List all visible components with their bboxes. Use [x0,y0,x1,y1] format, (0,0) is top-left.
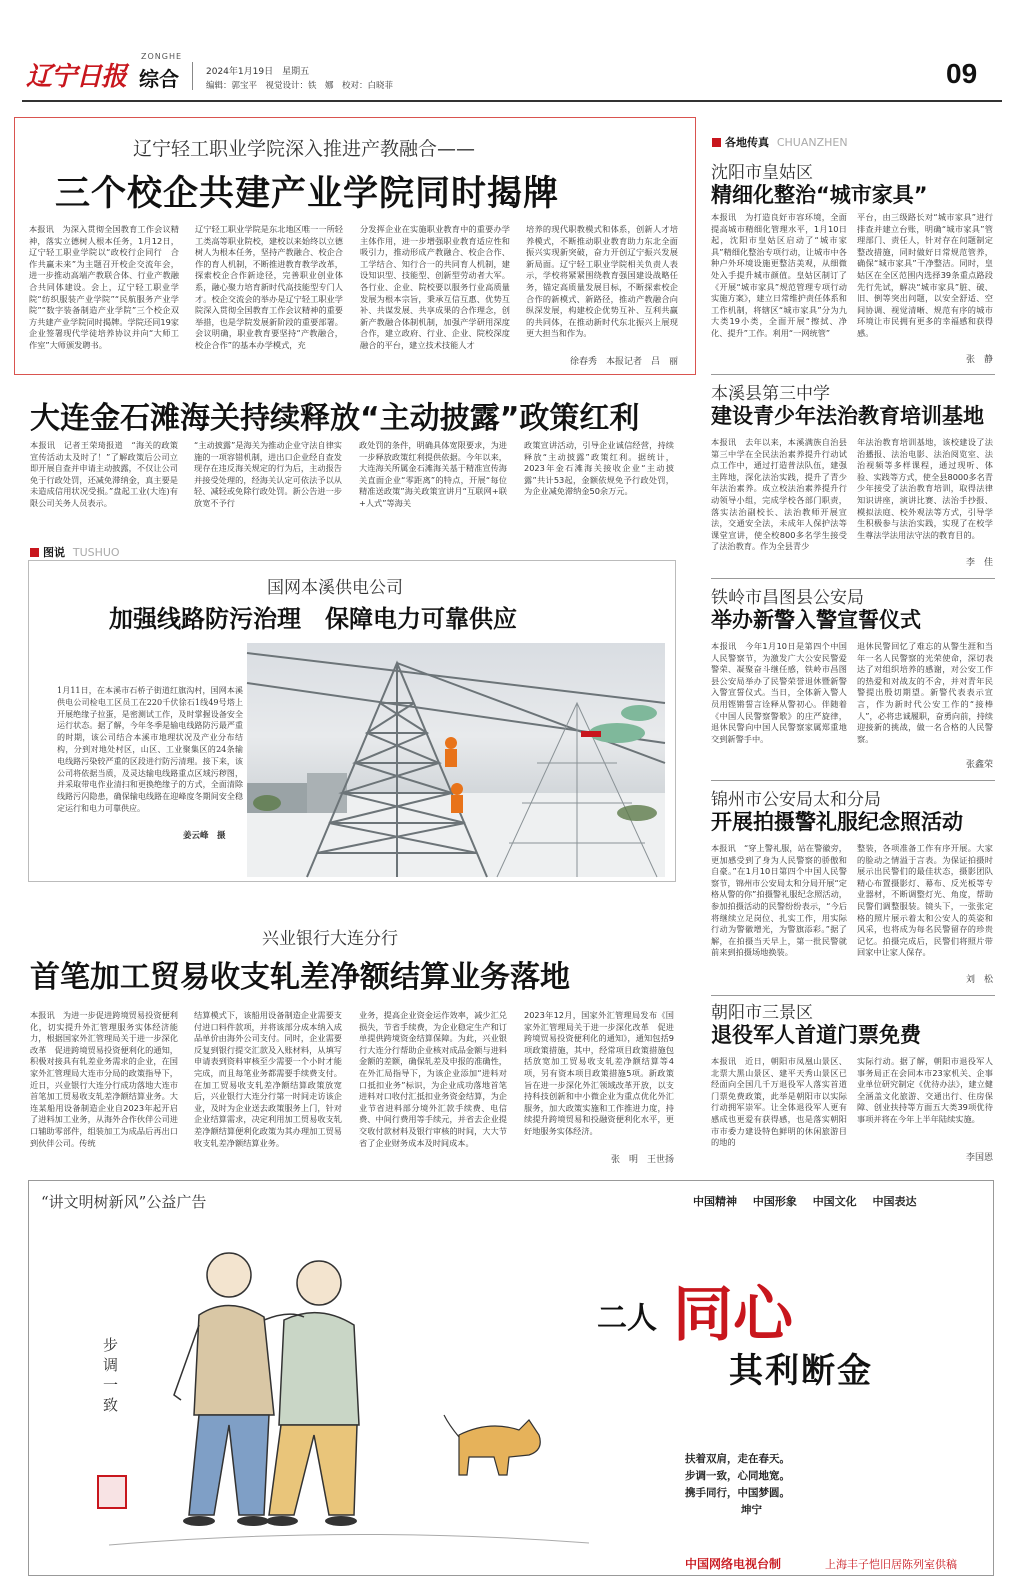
ad-big-text: 同心 [673,1280,793,1350]
bank-col-2: 结算模式下，该船用设备制造企业需要支付进口料件款项，并将该部分成本纳入成品单价由海外公司支付。同时，企业需要反复到银行提交汇款及入账材料，从填写申请表到资料审核至少需要一个小时才能完成，而且每笔业务都需要手续费支付。在加工贸易收支轧差净额结算政策放宽后，兴业银行大连分行第一时间走访该企业，及时为企业送去政策服务上门，针对企业结算需求，决定利用加工贸易收支轧差净额结算便利化政策为其办理加工贸易收支轧差净额结算业务。 [194,1010,342,1148]
slogan-spirit: 中国精神 [693,1195,737,1208]
sidebar-tag [712,134,848,150]
customs-col-3: 政处罚的条件，明确具体宽限要求，为进一步释放政策红利提供依据。今年以来，大连海关所属金石滩海关基于精准宣传海关直面企业“零距离”的特点，开展“每位精准送政策”海关政策宣讲月“互联网+联+人式”等海关 [359,440,507,508]
photo-news-tag [30,544,120,560]
poem-line-3: 携手同行，中国梦圆。 [685,1487,790,1499]
section-name: 综合 [139,67,179,91]
sidebar-story-5-title: 退役军人首道门票免费 [711,1023,921,1047]
lead-story-box [14,117,696,375]
lead-col-2: 辽宁轻工职业学院是东北地区唯一一所轻工类高等职业院校，建校以来始终以立德树人为根本任务，坚持产教融合、校企合作的育人机制，不断推进教育教学改革，探索校企合作新途径，完善职业创业体系，融心聚力培育新时代高技能型专门人才。校企交流会的举办是辽宁轻工职业学院深入贯彻全国教育工作会议精神的重要举措，也是学院发展新阶段的重要部署。会议明确，职业教育要坚持“产教融合，校企合作”的基本办学模式，充 [195,224,343,350]
sidebar-tag-pinyin: CHUANZHEN [776,136,848,149]
lead-headline: 三个校企共建产业学院同时揭牌 [55,174,560,214]
ad-slogans [693,1193,917,1209]
sidebar-divider [711,780,995,781]
ad-sponsor-1: 中国网络电视台制 [685,1557,782,1571]
photo-caption: 1月11日，在本溪市石桥子街道红旗沟村，国网本溪供电公司检电工区员工在220千伏徐石1线49号塔上开展绝缘子拉蛋，是密测试工作，及时掌握设备安全运行状态。据了解，今年冬季是输电线路防污最严重的时期，该公司结合本溪市地理状况及产业分布结构，分到对地处村区，山区、工业聚集区的24条输电线路污染较严重的区段进行防污清理。接下来，该公司将依据当质，及灵达输电线路重点区域污秽图，并采取带电作业清扫和更换绝缘子的方式，全面清除线路污闪隐患，确保输电线路在迎峰度冬期间安全稳定运行和电力可靠供应。 [57,686,243,813]
photo-news-tag-label: 图说 [43,546,65,559]
editors-line: 编辑：郭宝平 视觉设计：铁 娜 校对：白晓菲 [206,81,394,91]
ad-tag: “讲文明树新风”公益广告 [41,1193,207,1211]
sidebar-story-1-place: 沈阳市皇姑区 [711,163,813,183]
customs-col-2: “主动披露”是海关为推动企业守法自律实施的一项容错机制，进出口企业经自查发现存在违反海关规定的行为后，主动报告并接受处理的，经海关认定可依法予以从轻、减轻或免除行政处罚。新公告进一步放宽不予行 [194,440,342,508]
sidebar-story-5-author: 李国恩 [965,1153,993,1163]
sidebar-story-5-place: 朝阳市三景区 [711,1003,813,1023]
page-number: 09 [946,58,978,89]
masthead-rule [22,100,1002,102]
sidebar-story-4-title: 开展拍摄警礼服纪念照活动 [711,810,963,834]
bank-byline: 张 明 王世扬 [610,1155,674,1165]
masthead [0,0,1024,108]
sidebar-story-3-place: 铁岭市昌图县公安局 [711,588,864,608]
sidebar-divider [711,374,995,375]
masthead-divider [192,62,193,90]
bank-col-3: 业务，提高企业资金运作效率，减少汇兑损失，节省手续费，为企业稳定生产和订单提供跨境资金结算保障。为此，兴业银行大连分行帮助企业核对成品金额与进料金额的差额，确保轧差及申报的准确性，在外汇局指导下，为该企业添加“进料对口抵扣业务”标识，为企业成功落地首笔进料对口收付汇抵扣业务资金结算，为企业节省进料部分境外汇款手续费、电信费、中间行费用等手续元，并省去企业提交收付款材料及银行审核的时间，大大节省了企业财务成本及时间成本。 [359,1010,507,1148]
painting-inscription: 步调一致 [103,1336,119,1414]
customs-headline: 大连金石滩海关持续释放“主动披露”政策红利 [30,401,640,436]
photographer-credit: 姜云峰 摄 [183,831,226,841]
lead-kicker: 辽宁轻工职业学院深入推进产教融合—— [133,138,476,160]
sidebar-story-2-title: 建设青少年法治教育培训基地 [711,404,984,428]
sidebar-story-1-col-1: 本报讯 为打造良好市容环境，全面提高城市精细化管理水平，1月10日起，沈阳市皇姑区启动了“城市家具”精细化整治专项行动，让城市中各种户外环境设施更整洁美观，从细微处入手提升城市颜值。皇姑区制订了《开展“城市家具”规范管理专项行动实施方案》，建立日常维护责任体系和工作机制，将辖区“城市家具”分为九大类19小类，全面开展“擦拭、净化、提升”工作。利用“一网统管” [711,212,847,338]
tag-square-icon [30,548,39,557]
poem-line-1: 扶着双肩，走在春天。 [685,1453,790,1465]
bank-col-1: 本报讯 为进一步促进跨境贸易投资便利化，切实提升外汇管理服务实体经济能力，根据国家外汇管理局关于进一步深化改革 促进跨境贸易投资便利化的通知，积极对接具有轧差业务需求的企业，在国家外汇管理局大连市分局的政策指导下，近日，兴业银行大连分行成功落地大连市首笔加工贸易收支轧差净额结算业务。大连某船用设备制造企业自2023年起开启了进料加工业务，从海外合作伙伴公司进口辅助零部件，组装加工为成品后再出口到伙伴公司。传统 [30,1010,178,1148]
sidebar-divider [711,578,995,579]
lead-col-4: 培养的现代职教模式和体系，创新人才培养模式，不断推动职业教育助力东北全面振兴实现新突破，奋力开创辽宁振兴发展新局面。辽宁轻工职业学院相关负责人表示，学校将紧紧围绕教育强国建设战略任务，锚定高质量发展目标，不断探索校企合作的新模式、新路径，推动产教融合向纵深发展，构建校企优势互补、互利共赢的共同体，在推动新时代东北振兴上展现更大担当和作为。 [526,224,678,339]
sidebar-story-2-author: 李 佳 [965,558,993,568]
ad-line-1: 二人 [597,1301,657,1336]
ad-line-2: 其利断金 [729,1351,873,1391]
photo-news-box [28,560,676,882]
issue-date: 2024年1月19日 星期五 [206,67,310,77]
sidebar-story-4-col-2: 整装，各项准备工作有序开展。大家的脸动之情溢于言表。为保证拍摄时展示出民警们的最佳状态，摄影团队精心布置摄影灯、幕布、反光板等专业器材，不断调整灯光、角度，帮助民警们调整服装。镜头下，一张张定格的照片展示着太和公安人的英姿和风采，也将成为每名民警留存的珍贵记忆。拍摄完成后，民警们将照片带回家中让家人保存。 [857,843,993,958]
slogan-image: 中国形象 [752,1195,797,1208]
poem-author: 坤宁 [741,1504,762,1516]
lead-byline: 徐春秀 本报记者 吕 丽 [569,357,678,367]
sidebar-story-2-col-2: 年法治教育培训基地，该校建设了法治播报、法治电影、法治阅览室、法治视频等多样课程，通过现听、体验、实践等方式，使全县8000多名青少年接受了法治教育培训，取得法律知识讲座，演讲比赛、法治手抄报、模拟法庭、校外观法等方式，引导学生积极参与法治实践，实现了在校学生尊法学法用法守法的教育目的。 [857,437,993,540]
bank-headline: 首笔加工贸易收支轧差净额结算业务落地 [30,960,570,995]
photo-news-kicker: 国网本溪供电公司 [267,578,403,598]
photo-news-tag-pinyin: TUSHUO [72,546,120,559]
sidebar-story-5-col-2: 实际行动。据了解，朝阳市退役军人事务局正在会同本市23家机关、企事业单位研究制定《优待办法》，建立健全涵盖文化旅游、交通出行、住房保障、创业扶持等方面五大类39项优待事项并将在今年上半年陆续实施。 [857,1056,993,1124]
newspaper-logo: 辽宁日报 [26,62,127,92]
lead-col-3: 分发挥企业在实施职业教育中的重要办学主体作用，进一步增强职业教育适应性和吸引力，推动形成产教融合、校企合作、工学结合、知行合一的共同育人机制，建设知识型、技能型、创新型劳动者大军。各行业、企业、院校要以服务行业高质量发展为根本宗旨，秉承互信互惠、优势互补、共谋发展、共享成果的合作理念，创新产教融合体制机制，加强产学研用深度合作，建立政府、行业、企业、院校深度融合的平台，建立技术技能人才 [360,224,510,350]
section-pinyin: ZONGHE [141,52,183,61]
sidebar-story-1-col-2: 平台，由三级路长对“城市家具”进行排查并建立台账，明确“城市家具”管理部门、责任人，针对存在问题制定整改措施，同时做好日常规范管养，确保“城市家具”干净整洁。同时，皇姑区在全区范围内选择39条重点路段先行先试，解决“城市家具”脏、破、旧、倒等突出问题，以安全舒适、空间协调、视觉清晰、规范有序的城市环境让市民拥有更多的幸福感和获得感。 [857,212,993,338]
sidebar-story-3-author: 张鑫荣 [965,760,993,770]
slogan-culture: 中国文化 [812,1195,857,1208]
painting-seal-icon [97,1475,127,1509]
sidebar-tag-label: 各地传真 [725,136,769,149]
tower-illustration [247,643,665,877]
ad-poem [685,1451,790,1519]
sidebar-story-1-title: 精细化整治“城市家具” [711,183,928,207]
sidebar-story-2-col-1: 本报讯 去年以来，本溪满族自治县第三中学在全民法治素养提升行动试点工作中，通过打造普法队伍，建强主阵地，深化法治实践，提升了青少年法治素养。成立校法治素养提升行动领导小组，完成学校各部门职责，落实法治副校长、法治教师开展宣法，交通安全法，未成年人保护法等课堂宣讲，使全校800多名学生接受了法治教育。作为全县青少 [711,437,847,552]
sidebar-story-3-title: 举办新警入警宣誓仪式 [711,608,921,632]
customs-col-4: 政策宣讲活动，引导企业诚信经营，持续释放“主动披露”政策红利。据统计，2023年金石滩海关接收企业“主动披露”共计53起，金额依规免予行政处罚，为企业减免滞纳金50余万元。 [524,440,674,497]
lead-col-1: 本报讯 为深入贯彻全国教育工作会议精神，落实立德树人根本任务，1月12日，辽宁轻工职业学院以“政校行企同行 合作共赢未来”为主题召开校企交流年会，进一步推动高端产教联合体、行业产教融合共同体建设。会上，辽宁轻工职业学院“纺织服装产业学院”“民航服务产业学院”“数字装备制造产业学院”三个校企双方共建产业学院同时揭牌。学院还同19家企业签署现代学徒培养协议并向“大师工作室”大师颁发聘书。 [29,224,179,350]
two-friends-illustration [89,1225,609,1565]
public-service-ad [28,1180,994,1576]
bank-kicker: 兴业银行大连分行 [262,929,398,949]
sidebar-divider [711,995,995,996]
sidebar-story-4-place: 锦州市公安局太和分局 [711,790,881,810]
ad-painting [89,1225,609,1565]
sidebar-story-1-author: 张 静 [965,355,993,365]
power-tower-photo [247,643,665,877]
sidebar-story-2-place: 本溪县第三中学 [711,384,830,404]
slogan-expression: 中国表达 [872,1195,917,1208]
sidebar-story-3-col-2: 退休民警回忆了难忘的从警生涯和当年一名人民警察的光荣使命，深切表达了对组织培养的感谢，对公安工作的热爱和对战友的不舍，并对青年民警提出殷切期望。新警代表表示宣言，作为新时代公安工作的“接棒人”，必将忠诚履职，奋勇向前，持续迎接新的挑战，做一名合格的人民警察。 [857,641,993,744]
ad-sponsor-2: 上海丰子恺旧居陈列室供稿 [825,1558,957,1571]
sidebar-story-3-col-1: 本报讯 今年1月10日是第四个中国人民警察节，为激发广大公安民警爱警荣、凝聚奋斗继任感，铁岭市昌图县公安局举办了民警荣誉退休暨新警入警宣誓仪式。当日，全体新入警人员用铿锵誓言诠释从警初心。伴随着《中国人民警察警歌》的庄严旋律，退休民警向中国人民警察家属郑重地交到新警手中。 [711,641,847,744]
poem-line-2: 步调一致，心同地宽。 [685,1470,790,1482]
sidebar-story-4-author: 刘 松 [965,975,993,985]
customs-col-1: 本报讯 记者王荣琦报道 “海关的政策宣传活动太及时了！”了解政策后公司立即开展自查并申请主动披露，不仅让公司免于行政处罚，还减免滞纳金，真主要是未造成信用状况受损。”盘起工业(大连)有限公司关务人员表示。 [30,440,178,508]
tag-square-icon [712,138,721,147]
bank-col-4: 2023年12月，国家外汇管理局发布《国家外汇管理局关于进一步深化改革 促进跨境贸易投资便利化的通知》，通知包括9项政策措施，其中，经常项目政策措施包括放宽加工贸易收支轧差净额结算等4项，另有资本项目政策措施5项。新政策旨在进一步深化外汇领域改革开放，以支持科技创新和中小微企业为重点优化外汇服务，加大政策实施和工作推进力度，持续提升跨境贸易和投融资便利化水平，更好地服务实体经济。 [524,1010,674,1136]
photo-news-headline: 加强线路防污治理 保障电力可靠供应 [109,604,517,633]
sidebar-story-5-col-1: 本报讯 近日，朝阳市凤凰山景区、北票大黑山景区、建平天秀山景区已经面向全国几千万退役军人落实首道门票免费政策，此举是朝阳市以实际行动拥军崇军。让全体退役军人更有感成也更爱有获得感，也是落实朝阳市市委力建设特色鲜明的休闲旅游目的地的 [711,1056,847,1148]
sidebar-story-4-col-1: 本报讯 “穿上警礼服，站在警徽旁，更加感受到了身为人民警察的骄傲和自豪。”在1月10日第四个中国人民警察节，锦州市公安局太和分局开展“定格从警的你”拍摄警礼服纪念照活动，参加拍摄活动的民警纷纷表示，“今后将继续立足岗位、扎实工作，用实际行动为警徽增光，为警旗添彩。”据了解，在拍摄当天早上，第一批民警就前来到拍摄场地换装。 [711,843,847,958]
